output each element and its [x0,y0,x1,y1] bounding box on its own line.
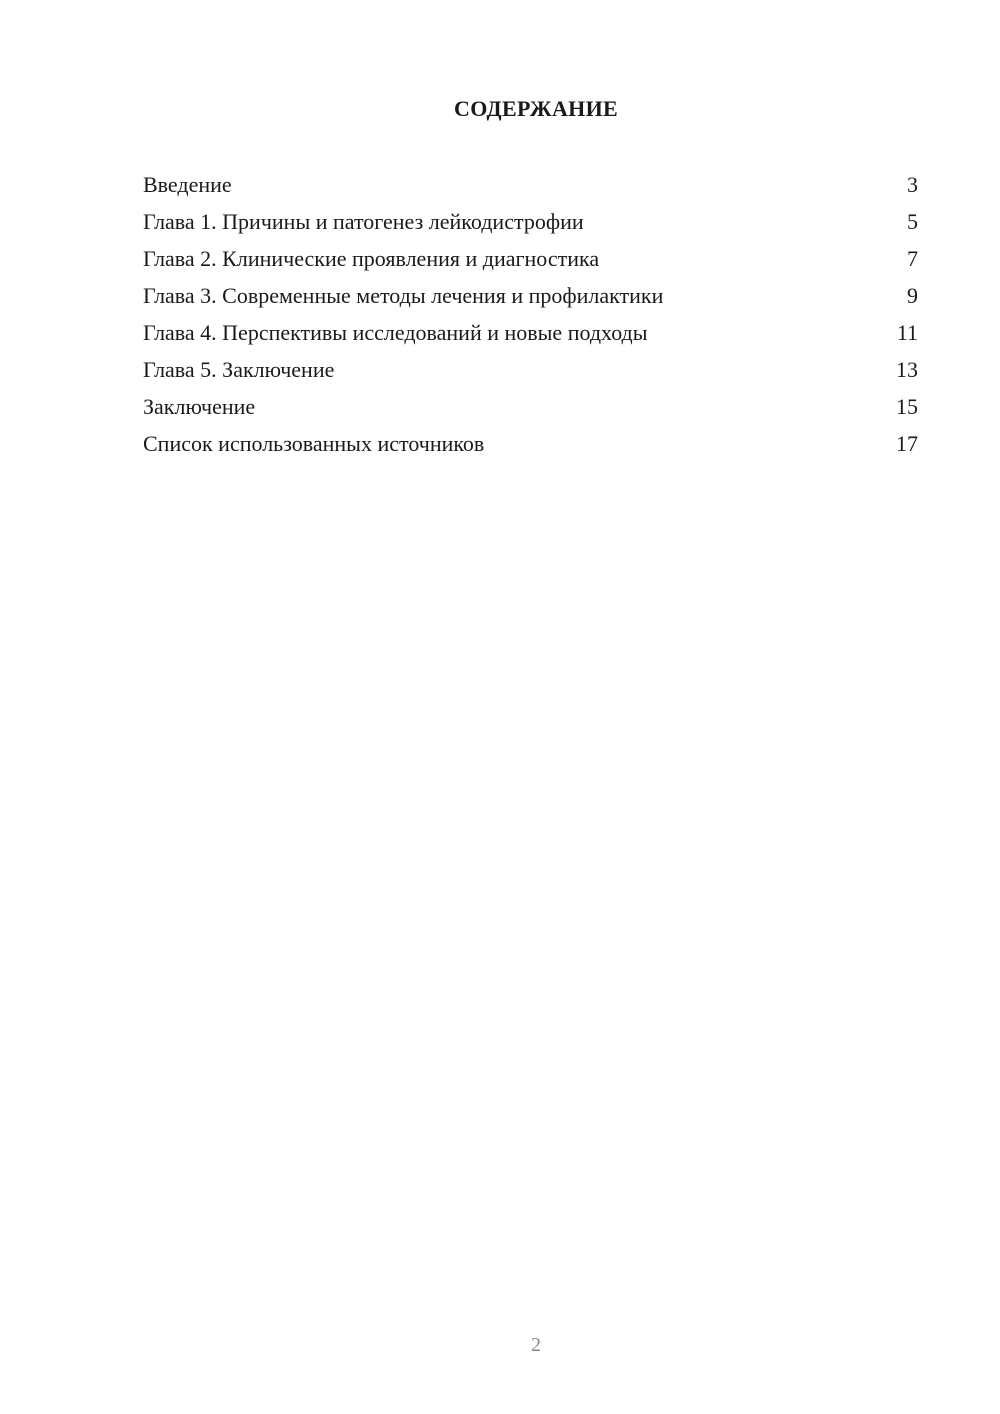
toc-entry-label: Глава 2. Клинические проявления и диагностика [143,246,600,271]
toc-entry-references[interactable] [143,429,918,466]
toc-entry-chapter-5[interactable] [143,355,918,392]
page-title: СОДЕРЖАНИЕ [454,96,618,121]
toc-entry-page-number: 13 [896,357,918,382]
toc-entry-chapter-4[interactable] [143,318,918,355]
toc-entry-label: Список использованных источников [143,431,485,456]
toc-entry-label: Глава 4. Перспективы исследований и новые подходы [143,320,648,345]
toc-entry-chapter-3[interactable] [143,281,918,318]
toc-entry-page-number: 11 [896,320,918,345]
toc-entry-page-number: 15 [896,394,918,419]
toc-entry-conclusion[interactable] [143,392,918,429]
toc-entry-label: Глава 3. Современные методы лечения и профилактики [143,283,664,308]
toc-entry-label: Глава 1. Причины и патогенез лейкодистрофии [143,209,584,234]
toc-entry-page-number: 5 [907,209,918,234]
toc-entry-chapter-2[interactable] [143,244,918,281]
toc-entry-page-number: 3 [907,172,918,197]
toc-entry-label: Глава 5. Заключение [143,357,335,382]
toc-entry-page-number: 7 [907,246,918,271]
toc-entry-page-number: 17 [896,431,918,456]
toc-entry-chapter-1[interactable] [143,207,918,244]
table-of-contents [143,170,918,466]
toc-entry-introduction[interactable] [143,170,918,207]
toc-entry-label: Введение [143,172,232,197]
page-number: 2 [531,1334,541,1356]
toc-entry-label: Заключение [143,394,256,419]
toc-entry-page-number: 9 [907,283,918,308]
